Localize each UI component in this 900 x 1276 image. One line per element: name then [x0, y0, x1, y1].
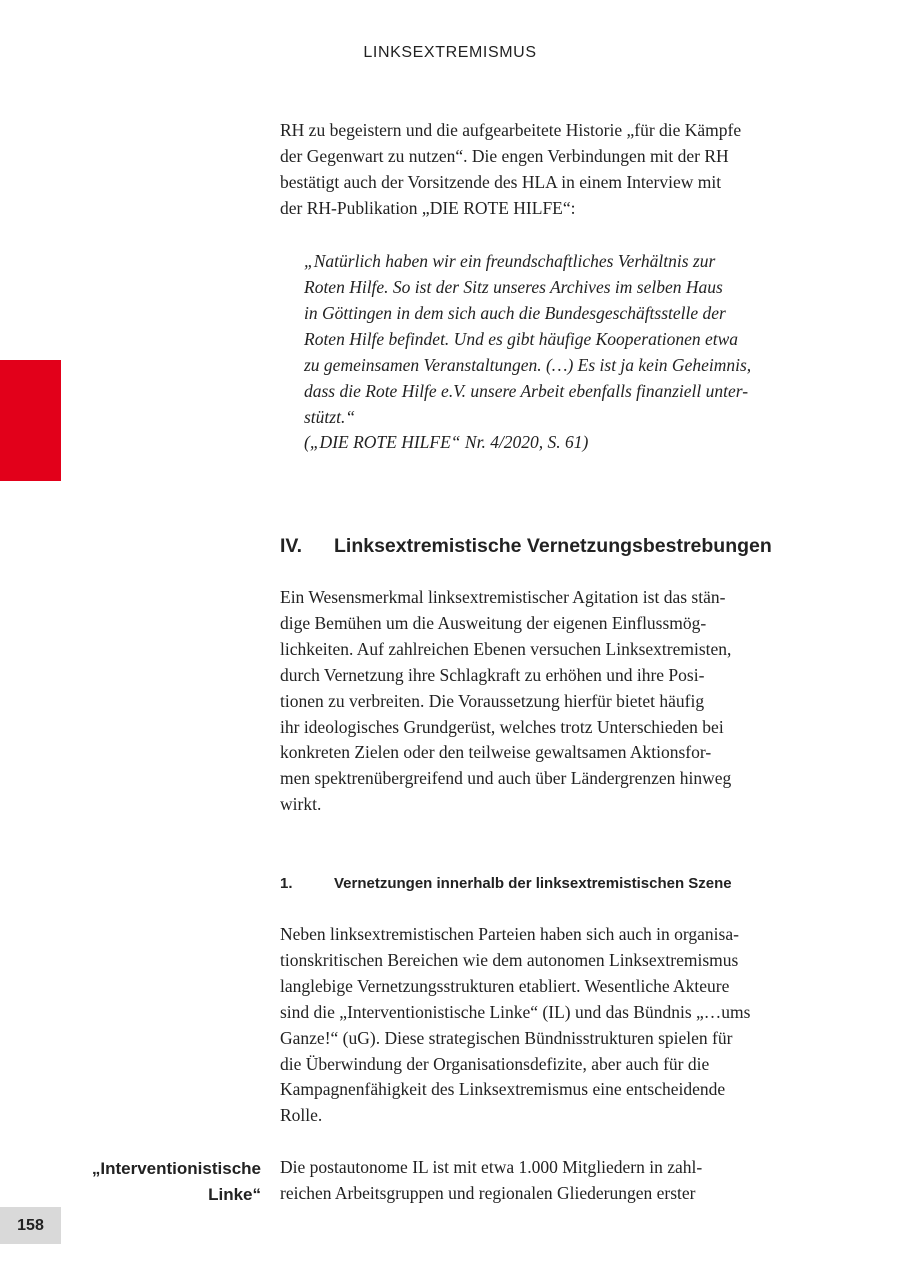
text-line: durch Vernetzung ihre Schlagkraft zu erhöhen und ihre Posi- — [280, 664, 705, 685]
quote-line: zu gemeinsamen Veranstaltungen. (…) Es ist ja kein Geheimnis, — [304, 355, 752, 375]
text-line: tionskritischen Bereichen wie dem autonomen Linksextremismus — [280, 949, 739, 970]
text-line: wirkt. — [280, 794, 322, 815]
text-line: Die postautonome IL ist mit etwa 1.000 Mitgliedern in zahl- — [280, 1157, 703, 1177]
subsection-paragraph-block — [280, 922, 777, 1129]
text-line: Rolle. — [280, 1105, 323, 1126]
running-header: LINKSEXTREMISMUS — [363, 44, 537, 61]
section-number: IV. — [280, 535, 303, 557]
block-quote — [304, 248, 752, 430]
quote-line: „Natürlich haben wir ein freundschaftliches Verhältnis zur — [304, 251, 716, 271]
text-line: konkreten Zielen oder den teilweise gewaltsamen Aktionsfor- — [280, 742, 712, 763]
margin-note-line: „Interventionistische — [91, 1159, 261, 1178]
section-title: Linksextremistische Vernetzungsbestrebungen — [334, 535, 772, 557]
text-line: die Überwindung der Organisationsdefizite, aber auch für die — [280, 1053, 710, 1074]
margin-note — [41, 1156, 261, 1208]
quote-line: stützt.“ — [304, 407, 356, 427]
chapter-marker-bar — [0, 360, 61, 481]
text-line: Kampagnenfähigkeit des Linksextremismus eine entscheidende — [280, 1079, 726, 1100]
section-paragraph — [280, 585, 777, 818]
subsection-heading — [280, 873, 800, 895]
text-line: ihr ideologisches Grundgerüst, welches trotz Unterschieden bei — [280, 716, 724, 737]
subsection-title: Vernetzungen innerhalb der linksextremistischen Szene — [334, 875, 732, 892]
quote-source: („DIE ROTE HILFE“ Nr. 4/2020, S. 61) — [304, 432, 589, 452]
text-line: langlebige Vernetzungsstrukturen etabliert. Wesentliche Akteure — [280, 975, 730, 996]
intro-paragraph-block — [280, 118, 777, 222]
text-line: reichen Arbeitsgruppen und regionalen Gliederungen erster — [280, 1182, 696, 1203]
text-line: der Gegenwart zu nutzen“. Die engen Verbindungen mit der RH — [280, 145, 729, 166]
text-line: men spektrenübergreifend und auch über Ländergrenzen hinweg — [280, 768, 732, 789]
quote-line: Roten Hilfe befindet. Und es gibt häufige Kooperationen etwa — [304, 329, 739, 349]
page-number: 158 — [0, 1207, 61, 1244]
text-line: Ganze!“ (uG). Diese strategischen Bündnisstrukturen spielen für — [280, 1027, 733, 1048]
subsection-number: 1. — [280, 875, 293, 892]
intro-paragraph — [280, 118, 777, 222]
margin-note-line: Linke“ — [208, 1185, 261, 1204]
quote-line: dass die Rote Hilfe e.V. unsere Arbeit ebenfalls finanziell unter- — [304, 381, 749, 401]
final-paragraph-block — [280, 1155, 777, 1207]
text-line: bestätigt auch der Vorsitzende des HLA in einem Interview mit — [280, 171, 722, 192]
final-paragraph — [280, 1155, 777, 1207]
section-paragraph-block — [280, 585, 777, 818]
text-line: dige Bemühen um die Ausweitung der eigenen Einflussmög- — [280, 612, 707, 633]
quote-line: in Göttingen in dem sich auch die Bundesgeschäftsstelle der — [304, 303, 726, 323]
text-line: tionen zu verbreiten. Die Voraussetzung hierfür bietet häufig — [280, 690, 705, 711]
text-line: sind die „Interventionistische Linke“ (IL) und das Bündnis „…ums — [280, 1001, 751, 1022]
quote-line: Roten Hilfe. So ist der Sitz unseres Archives im selben Haus — [304, 277, 723, 297]
text-line: RH zu begeistern und die aufgearbeitete Historie „für die Kämpfe — [280, 120, 742, 140]
text-line: der RH-Publikation „DIE ROTE HILFE“: — [280, 197, 576, 218]
text-line: Ein Wesensmerkmal linksextremistischer Agitation ist das stän- — [280, 587, 726, 607]
text-line: lichkeiten. Auf zahlreichen Ebenen versuchen Linksextremisten, — [280, 638, 732, 659]
subsection-paragraph — [280, 922, 777, 1129]
text-line: Neben linksextremistischen Parteien haben sich auch in organisa- — [280, 924, 739, 944]
section-heading — [280, 532, 800, 560]
